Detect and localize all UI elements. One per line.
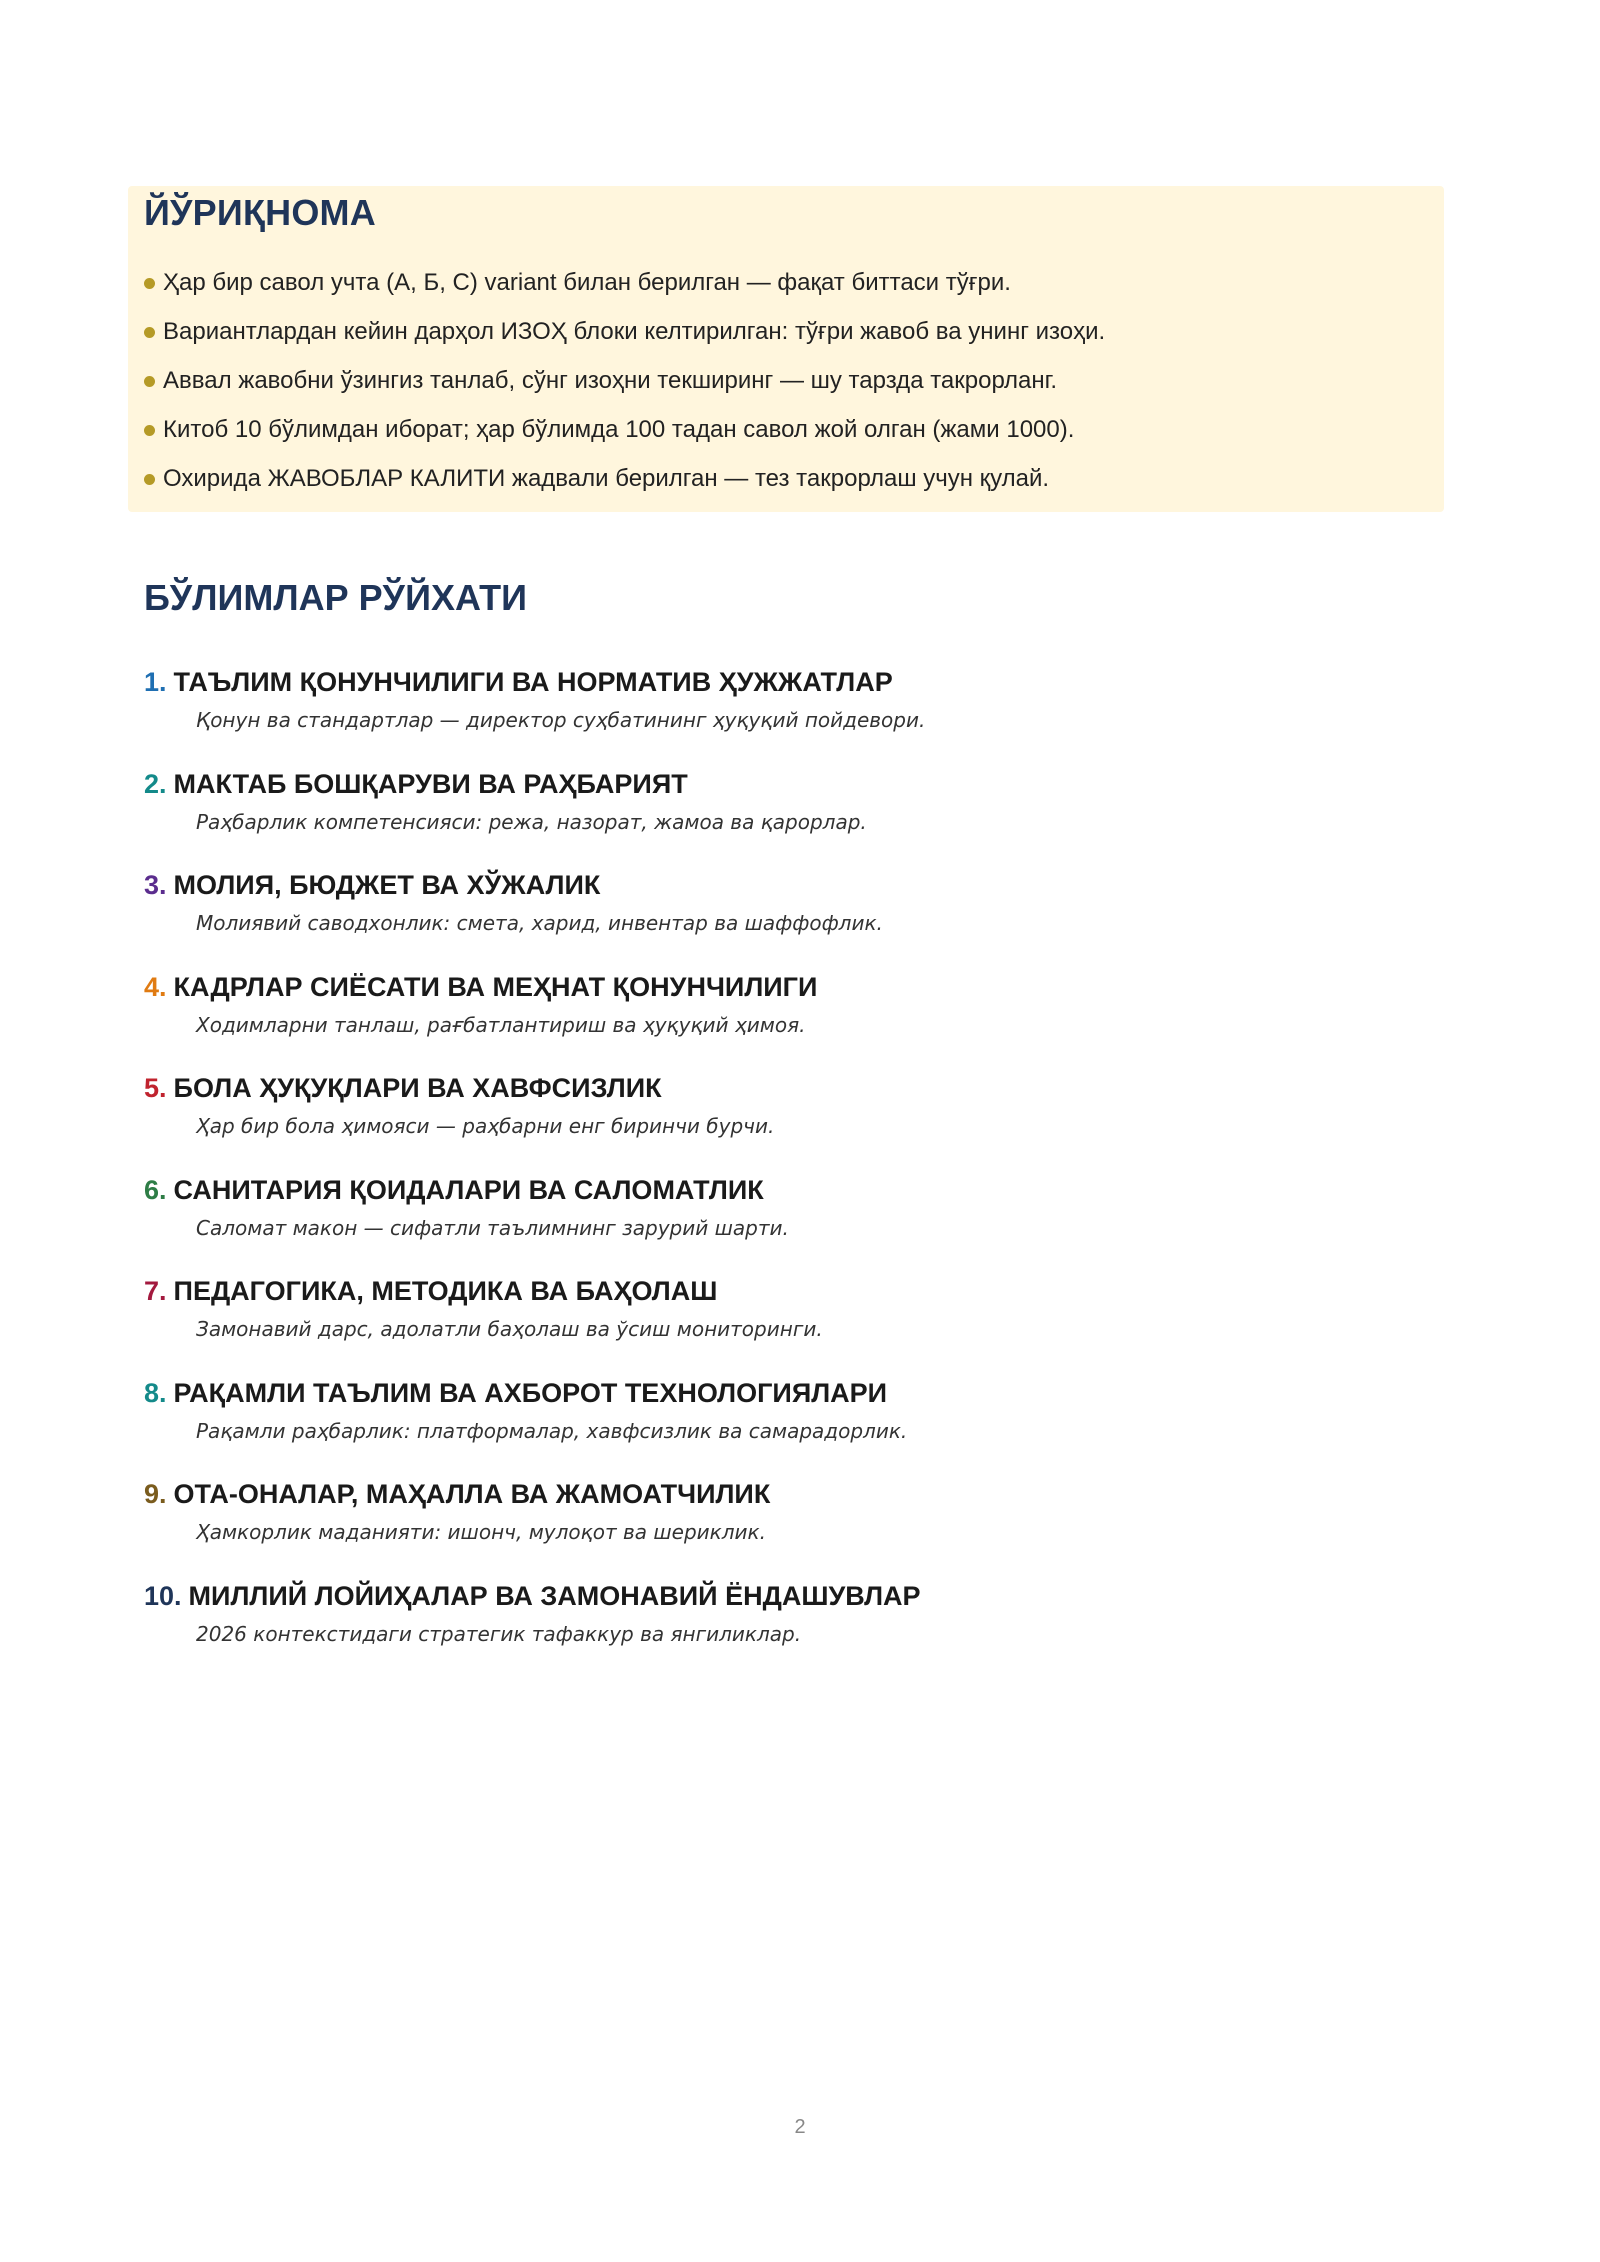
chapter-item xyxy=(144,1069,925,1171)
chapter-item xyxy=(144,1272,925,1374)
chapter-title: РАҚАМЛИ ТАЪЛИМ ВА АХБОРОТ ТЕХНОЛОГИЯЛАРИ xyxy=(173,1377,888,1408)
bullet-dot-icon xyxy=(144,474,155,485)
chapter-subtitle: Замонавий дарс, адолатли баҳолаш ва ўсиш мониторинги. xyxy=(196,1317,823,1341)
chapter-heading xyxy=(144,1374,925,1412)
chapter-item xyxy=(144,1171,925,1273)
instruction-item xyxy=(144,268,1105,317)
instructions-list xyxy=(144,268,1105,513)
chapter-heading xyxy=(144,1272,925,1310)
chapter-subtitle: Раҳбарлик компетенсияси: режа, назорат, жамоа ва қарорлар. xyxy=(196,809,867,834)
chapter-number: 5. xyxy=(144,1073,167,1103)
chapter-item xyxy=(144,663,925,765)
chapter-number: 7. xyxy=(144,1276,167,1306)
chapter-number: 3. xyxy=(144,870,167,900)
chapter-heading xyxy=(144,968,925,1006)
chapter-item xyxy=(144,1475,925,1577)
bullet-dot-icon xyxy=(144,425,155,436)
chapter-title: МАКТАБ БОШҚАРУВИ ВА РАҲБАРИЯТ xyxy=(173,768,688,799)
chapter-title: КАДРЛАР СИЁСАТИ ВА МЕҲНАТ ҚОНУНЧИЛИГИ xyxy=(173,971,818,1002)
chapter-subtitle: Саломат макон — сифатли таълимнинг зарурий шарти. xyxy=(196,1215,789,1240)
chapter-title: САНИТАРИЯ ҚОИДАЛАРИ ВА САЛОМАТЛИК xyxy=(173,1174,764,1205)
chapter-title: ТАЪЛИМ ҚОНУНЧИЛИГИ ВА НОРМАТИВ ҲУЖЖАТЛАР xyxy=(173,667,893,697)
chapter-subtitle: Ходимларни танлаш, рағбатлантириш ва ҳуқуқий ҳимоя. xyxy=(196,1012,806,1037)
chapter-heading xyxy=(144,1069,925,1107)
chapter-number: 6. xyxy=(144,1174,167,1205)
chapter-heading xyxy=(144,1171,925,1209)
instruction-text: Китоб 10 бўлимдан иборат; ҳар бўлимда 100 тадан савол жой олган (жами 1000). xyxy=(163,416,1075,443)
chapter-item xyxy=(144,968,925,1070)
chapter-subtitle: Ҳамкорлик маданияти: ишонч, мулоқот ва шериклик. xyxy=(196,1520,766,1544)
chapter-heading xyxy=(144,1475,925,1513)
bullet-dot-icon xyxy=(144,376,155,387)
chapter-number: 1. xyxy=(144,667,167,697)
chapter-subtitle: Рақамли раҳбарлик: платформалар, хавфсизлик ва самарадорлик. xyxy=(196,1418,908,1443)
chapter-heading xyxy=(144,765,925,803)
chapter-item xyxy=(144,765,925,867)
chapter-list xyxy=(144,663,925,1678)
chapter-item xyxy=(144,1577,925,1679)
chapter-subtitle: Молиявий саводхонлик: смета, харид, инвентар ва шаффофлик. xyxy=(196,911,883,935)
chapter-title: МИЛЛИЙ ЛОЙИҲАЛАР ВА ЗАМОНАВИЙ ЁНДАШУВЛАР xyxy=(188,1580,921,1611)
sections-title: БЎЛИМЛАР РЎЙХАТИ xyxy=(144,577,528,618)
chapter-heading xyxy=(144,663,925,701)
chapter-subtitle: Қонун ва стандартлар — директор суҳбатининг ҳуқуқий пойдевори. xyxy=(196,708,926,732)
chapter-number: 8. xyxy=(144,1377,167,1408)
chapter-title: БОЛА ҲУҚУҚЛАРИ ВА ХАВФСИЗЛИК xyxy=(173,1073,662,1103)
chapter-item xyxy=(144,866,925,968)
instructions-box xyxy=(128,186,1444,512)
bullet-dot-icon xyxy=(144,278,155,289)
instruction-item xyxy=(144,415,1105,464)
instruction-text: Аввал жавобни ўзингиз танлаб, сўнг изоҳни текширинг — шу тарзда такрорланг. xyxy=(163,367,1058,394)
instruction-text: Вариантлардан кейин дарҳол ИЗОҲ блоки келтирилган: тўғри жавоб ва унинг изоҳи. xyxy=(163,318,1106,345)
instruction-text: Ҳар бир савол учта (А, Б, С) variant билан берилган — фақат биттаси тўғри. xyxy=(163,269,1011,296)
page-number: 2 xyxy=(794,2116,806,2138)
chapter-title: МОЛИЯ, БЮДЖЕТ ВА ХЎЖАЛИК xyxy=(173,870,601,900)
chapter-number: 10. xyxy=(144,1580,182,1611)
chapter-item xyxy=(144,1374,925,1476)
chapter-title: ОТА-ОНАЛАР, МАҲАЛЛА ВА ЖАМОАТЧИЛИК xyxy=(173,1479,771,1509)
chapter-number: 4. xyxy=(144,971,167,1002)
instruction-item xyxy=(144,317,1105,366)
instruction-item xyxy=(144,366,1105,415)
chapter-subtitle: Ҳар бир бола ҳимояси — раҳбарни енг биринчи бурчи. xyxy=(196,1114,775,1138)
chapter-number: 9. xyxy=(144,1479,167,1509)
chapter-heading xyxy=(144,1577,925,1615)
chapter-heading xyxy=(144,866,925,904)
chapter-subtitle: 2026 контекстидаги стратегик тафаккур ва янгиликлар. xyxy=(196,1621,802,1646)
instruction-text: Охирида ЖАВОБЛАР КАЛИТИ жадвали берилган — тез такрорлаш учун қулай. xyxy=(163,465,1050,492)
chapter-number: 2. xyxy=(144,768,167,799)
instructions-title: ЙЎРИҚНОМА xyxy=(144,192,376,233)
bullet-dot-icon xyxy=(144,327,155,338)
chapter-title: ПЕДАГОГИКА, МЕТОДИКА ВА БАҲОЛАШ xyxy=(173,1276,718,1306)
instruction-item xyxy=(144,464,1105,513)
